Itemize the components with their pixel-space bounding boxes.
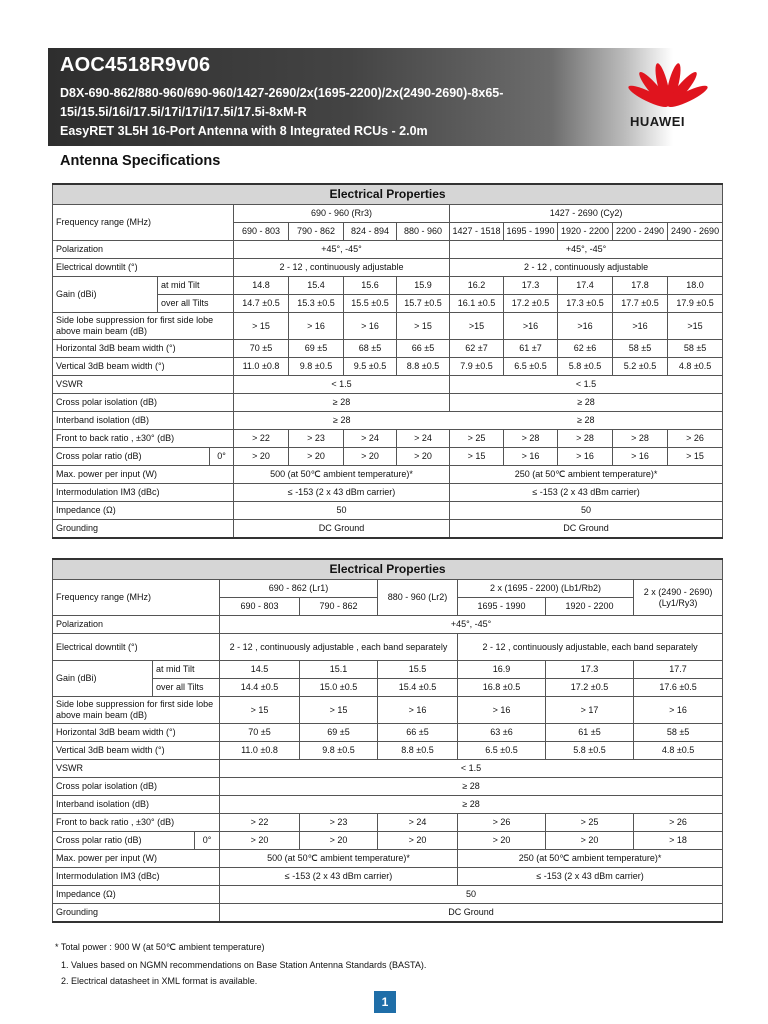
- row-label: Cross polar isolation (dB): [53, 394, 234, 412]
- table-cell: 15.9: [397, 277, 450, 295]
- table-cell: 17.3: [546, 661, 634, 679]
- table-cell: >15: [668, 313, 723, 340]
- row-label: Interband isolation (dB): [53, 412, 234, 430]
- row-sublabel: at mid Tilt: [158, 277, 234, 295]
- row-label: Cross polar isolation (dB): [53, 778, 220, 796]
- footnote-xml: 2. Electrical datasheet in XML format is available.: [61, 976, 258, 986]
- row-label: Front to back ratio , ±30° (dB): [53, 430, 234, 448]
- row-label: Horizontal 3dB beam width (°): [53, 340, 234, 358]
- table-title: Electrical Properties: [53, 559, 723, 580]
- table-cell: 15.5 ±0.5: [344, 295, 397, 313]
- table-cell: 62 ±7: [450, 340, 504, 358]
- table-cell: > 24: [344, 430, 397, 448]
- table-cell: > 20: [458, 832, 546, 850]
- table-cell: 14.4 ±0.5: [220, 679, 300, 697]
- table-title: Electrical Properties: [53, 184, 723, 205]
- table-cell: 500 (at 50℃ ambient temperature)*: [234, 466, 450, 484]
- table-cell: 17.7 ±0.5: [613, 295, 668, 313]
- table-cell: 15.7 ±0.5: [397, 295, 450, 313]
- table-cell: > 25: [450, 430, 504, 448]
- table-cell: 7.9 ±0.5: [450, 358, 504, 376]
- table-cell: 250 (at 50℃ ambient temperature)*: [450, 466, 723, 484]
- section-title: Antenna Specifications: [60, 153, 221, 169]
- row-label: Gain (dBi): [53, 277, 158, 313]
- table-cell: 16.9: [458, 661, 546, 679]
- huawei-petal-icon: [616, 48, 720, 114]
- table-cell: 11.0 ±0.8: [220, 742, 300, 760]
- table-cell: 66 ±5: [397, 340, 450, 358]
- table-cell: 69 ±5: [289, 340, 344, 358]
- table-cell: 6.5 ±0.5: [458, 742, 546, 760]
- table-cell: > 16: [613, 448, 668, 466]
- row-label: Side lobe suppression for first side lobe above main beam (dB): [53, 313, 234, 340]
- table-cell: 2 - 12 , continuously adjustable: [450, 259, 723, 277]
- table-cell: > 20: [546, 832, 634, 850]
- row-sublabel: at mid Tilt: [153, 661, 220, 679]
- table-cell: 15.0 ±0.5: [300, 679, 378, 697]
- table-cell: 9.8 ±0.5: [289, 358, 344, 376]
- table-cell: 16.8 ±0.5: [458, 679, 546, 697]
- band-header: 1920 - 2200: [558, 223, 613, 241]
- band-header: 1695 - 1990: [504, 223, 558, 241]
- table-cell: 15.4 ±0.5: [378, 679, 458, 697]
- table-cell: 17.8: [613, 277, 668, 295]
- row-label: Horizontal 3dB beam width (°): [53, 724, 220, 742]
- table-cell: ≤ -153 (2 x 43 dBm carrier): [220, 868, 458, 886]
- product-code-line-2: 15i/15.5i/16i/17.5i/17i/17i/17.5i/17.5i-8xM-R: [60, 105, 307, 119]
- table-cell: 18.0: [668, 277, 723, 295]
- table-cell: 6.5 ±0.5: [504, 358, 558, 376]
- table-cell: 17.7: [634, 661, 723, 679]
- row-label: Impedance (Ω): [53, 886, 220, 904]
- table-cell: > 22: [234, 430, 289, 448]
- page-number-badge: 1: [374, 991, 396, 1013]
- table-cell: +45°, -45°: [234, 241, 450, 259]
- row-sublabel: over all Tilts: [158, 295, 234, 313]
- row-label: Cross polar ratio (dB): [53, 448, 210, 466]
- table-cell: > 16: [504, 448, 558, 466]
- product-description: EasyRET 3L5H 16-Port Antenna with 8 Integrated RCUs - 2.0m: [60, 124, 428, 138]
- band-header: 1695 - 1990: [458, 598, 546, 616]
- band-group-header: 2 x (2490 - 2690) (Ly1/Ry3): [634, 580, 723, 616]
- huawei-logo: [616, 48, 720, 146]
- table-cell: > 20: [300, 832, 378, 850]
- table-cell: >15: [450, 313, 504, 340]
- table-cell: 2 - 12 , continuously adjustable, each band separately: [458, 634, 723, 661]
- table-cell: > 15: [668, 448, 723, 466]
- table-cell: +45°, -45°: [450, 241, 723, 259]
- row-label: Vertical 3dB beam width (°): [53, 742, 220, 760]
- table-cell: > 22: [220, 814, 300, 832]
- table-cell: > 28: [504, 430, 558, 448]
- table-cell: 2 - 12 , continuously adjustable: [234, 259, 450, 277]
- table-cell: ≥ 28: [234, 394, 450, 412]
- table-cell: ≥ 28: [220, 778, 723, 796]
- row-label: Gain (dBi): [53, 661, 153, 697]
- band-header: 690 - 803: [234, 223, 289, 241]
- row-label: Intermodulation IM3 (dBc): [53, 868, 220, 886]
- table-cell: 15.3 ±0.5: [289, 295, 344, 313]
- table-cell: 14.5: [220, 661, 300, 679]
- row-label: Max. power per input (W): [53, 466, 234, 484]
- table-cell: 61 ±7: [504, 340, 558, 358]
- row-sublabel: over all Tilts: [153, 679, 220, 697]
- row-sublabel: 0°: [195, 832, 220, 850]
- table-cell: 8.8 ±0.5: [378, 742, 458, 760]
- row-label: Front to back ratio , ±30° (dB): [53, 814, 220, 832]
- band-header: 880 - 960: [397, 223, 450, 241]
- band-header: 1920 - 2200: [546, 598, 634, 616]
- table-cell: > 23: [300, 814, 378, 832]
- table-cell: 14.8: [234, 277, 289, 295]
- table-cell: >16: [613, 313, 668, 340]
- row-label: Polarization: [53, 241, 234, 259]
- table-cell: 5.8 ±0.5: [546, 742, 634, 760]
- row-label: Cross polar ratio (dB): [53, 832, 195, 850]
- table-cell: >16: [558, 313, 613, 340]
- table-cell: > 16: [289, 313, 344, 340]
- table-cell: 17.3: [504, 277, 558, 295]
- band-header: 790 - 862: [289, 223, 344, 241]
- row-label: Grounding: [53, 520, 234, 539]
- row-sublabel: 0°: [210, 448, 234, 466]
- table-cell: > 16: [344, 313, 397, 340]
- table-cell: > 16: [634, 697, 723, 724]
- table-cell: 50: [450, 502, 723, 520]
- table-cell: ≥ 28: [220, 796, 723, 814]
- table-cell: > 15: [300, 697, 378, 724]
- table-cell: >16: [504, 313, 558, 340]
- table-cell: 50: [234, 502, 450, 520]
- table-cell: > 20: [378, 832, 458, 850]
- table-cell: 9.5 ±0.5: [344, 358, 397, 376]
- table-cell: ≤ -153 (2 x 43 dBm carrier): [234, 484, 450, 502]
- band-group-header: 2 x (1695 - 2200) (Lb1/Rb2): [458, 580, 634, 598]
- table-cell: 15.1: [300, 661, 378, 679]
- table-cell: 70 ±5: [234, 340, 289, 358]
- table-cell: 50: [220, 886, 723, 904]
- table-cell: ≥ 28: [450, 394, 723, 412]
- table-cell: > 26: [458, 814, 546, 832]
- band-header: 1427 - 1518: [450, 223, 504, 241]
- table-cell: > 20: [234, 448, 289, 466]
- footnote-basta: 1. Values based on NGMN recommendations on Base Station Antenna Standards (BASTA).: [61, 960, 427, 970]
- table-cell: < 1.5: [450, 376, 723, 394]
- table-cell: > 23: [289, 430, 344, 448]
- datasheet-header: [48, 48, 720, 146]
- row-label: VSWR: [53, 760, 220, 778]
- table-cell: 17.6 ±0.5: [634, 679, 723, 697]
- table-cell: ≤ -153 (2 x 43 dBm carrier): [450, 484, 723, 502]
- table-cell: > 17: [546, 697, 634, 724]
- row-label: Frequency range (MHz): [53, 205, 234, 241]
- table-cell: > 20: [289, 448, 344, 466]
- table-cell: 63 ±6: [458, 724, 546, 742]
- table-cell: > 24: [378, 814, 458, 832]
- table-cell: 16.1 ±0.5: [450, 295, 504, 313]
- table-cell: > 24: [397, 430, 450, 448]
- table-cell: 58 ±5: [634, 724, 723, 742]
- band-header: 690 - 803: [220, 598, 300, 616]
- electrical-properties-table-2: [52, 558, 723, 923]
- table-cell: ≤ -153 (2 x 43 dBm carrier): [458, 868, 723, 886]
- row-label: Vertical 3dB beam width (°): [53, 358, 234, 376]
- table-cell: 15.5: [378, 661, 458, 679]
- table-cell: 58 ±5: [668, 340, 723, 358]
- table-cell: 2 - 12 , continuously adjustable , each band separately: [220, 634, 458, 661]
- table-cell: > 16: [458, 697, 546, 724]
- table-cell: 8.8 ±0.5: [397, 358, 450, 376]
- table-cell: DC Ground: [450, 520, 723, 539]
- row-label: Frequency range (MHz): [53, 580, 220, 616]
- table-cell: 15.4: [289, 277, 344, 295]
- table-cell: 500 (at 50℃ ambient temperature)*: [220, 850, 458, 868]
- band-header: 2490 - 2690: [668, 223, 723, 241]
- electrical-properties-table-1: [52, 183, 723, 539]
- table-cell: 58 ±5: [613, 340, 668, 358]
- table-cell: > 28: [558, 430, 613, 448]
- table-cell: > 26: [634, 814, 723, 832]
- footnote-total-power: * Total power : 900 W (at 50℃ ambient temperature): [55, 942, 265, 952]
- table-cell: 69 ±5: [300, 724, 378, 742]
- table-cell: 4.8 ±0.5: [668, 358, 723, 376]
- row-label: Impedance (Ω): [53, 502, 234, 520]
- table-cell: > 26: [668, 430, 723, 448]
- row-label: Grounding: [53, 904, 220, 923]
- table-cell: > 25: [546, 814, 634, 832]
- table-cell: ≥ 28: [450, 412, 723, 430]
- table-cell: > 16: [558, 448, 613, 466]
- table-cell: 17.2 ±0.5: [546, 679, 634, 697]
- table-cell: 70 ±5: [220, 724, 300, 742]
- product-code-line-1: D8X-690-862/880-960/690-960/1427-2690/2x(1695-2200)/2x(2490-2690)-8x65-: [60, 86, 504, 100]
- table-cell: +45°, -45°: [220, 616, 723, 634]
- row-label: Side lobe suppression for first side lobe above main beam (dB): [53, 697, 220, 724]
- table-cell: > 18: [634, 832, 723, 850]
- table-cell: 14.7 ±0.5: [234, 295, 289, 313]
- table-cell: > 20: [220, 832, 300, 850]
- table-cell: 5.8 ±0.5: [558, 358, 613, 376]
- table-cell: > 15: [234, 313, 289, 340]
- brand-name: HUAWEI: [630, 114, 685, 129]
- table-cell: 17.4: [558, 277, 613, 295]
- table-cell: 15.6: [344, 277, 397, 295]
- table-cell: 17.2 ±0.5: [504, 295, 558, 313]
- table-cell: ≥ 28: [234, 412, 450, 430]
- band-header: 2200 - 2490: [613, 223, 668, 241]
- table-cell: 17.3 ±0.5: [558, 295, 613, 313]
- band-header: 824 - 894: [344, 223, 397, 241]
- table-cell: 4.8 ±0.5: [634, 742, 723, 760]
- table-cell: > 15: [450, 448, 504, 466]
- table-cell: DC Ground: [234, 520, 450, 539]
- table-cell: > 15: [397, 313, 450, 340]
- band-header: 790 - 862: [300, 598, 378, 616]
- table-cell: > 16: [378, 697, 458, 724]
- table-cell: < 1.5: [220, 760, 723, 778]
- table-cell: > 15: [220, 697, 300, 724]
- table-cell: > 20: [344, 448, 397, 466]
- row-label: Electrical downtilt (°): [53, 634, 220, 661]
- product-model: AOC4518R9v06: [60, 54, 211, 76]
- table-cell: > 20: [397, 448, 450, 466]
- row-label: Interband isolation (dB): [53, 796, 220, 814]
- row-label: Polarization: [53, 616, 220, 634]
- table-cell: 61 ±5: [546, 724, 634, 742]
- table-cell: 11.0 ±0.8: [234, 358, 289, 376]
- table-cell: 250 (at 50℃ ambient temperature)*: [458, 850, 723, 868]
- table-cell: 16.2: [450, 277, 504, 295]
- table-cell: 66 ±5: [378, 724, 458, 742]
- row-label: VSWR: [53, 376, 234, 394]
- table-cell: 68 ±5: [344, 340, 397, 358]
- band-group-header: 690 - 960 (Rr3): [234, 205, 450, 223]
- row-label: Intermodulation IM3 (dBc): [53, 484, 234, 502]
- table-cell: < 1.5: [234, 376, 450, 394]
- band-group-header: 690 - 862 (Lr1): [220, 580, 378, 598]
- table-cell: > 28: [613, 430, 668, 448]
- row-label: Max. power per input (W): [53, 850, 220, 868]
- row-label: Electrical downtilt (°): [53, 259, 234, 277]
- table-cell: DC Ground: [220, 904, 723, 923]
- band-group-header: 880 - 960 (Lr2): [378, 580, 458, 616]
- table-cell: 9.8 ±0.5: [300, 742, 378, 760]
- band-group-header: 1427 - 2690 (Cy2): [450, 205, 723, 223]
- table-cell: 17.9 ±0.5: [668, 295, 723, 313]
- table-cell: 5.2 ±0.5: [613, 358, 668, 376]
- table-cell: 62 ±6: [558, 340, 613, 358]
